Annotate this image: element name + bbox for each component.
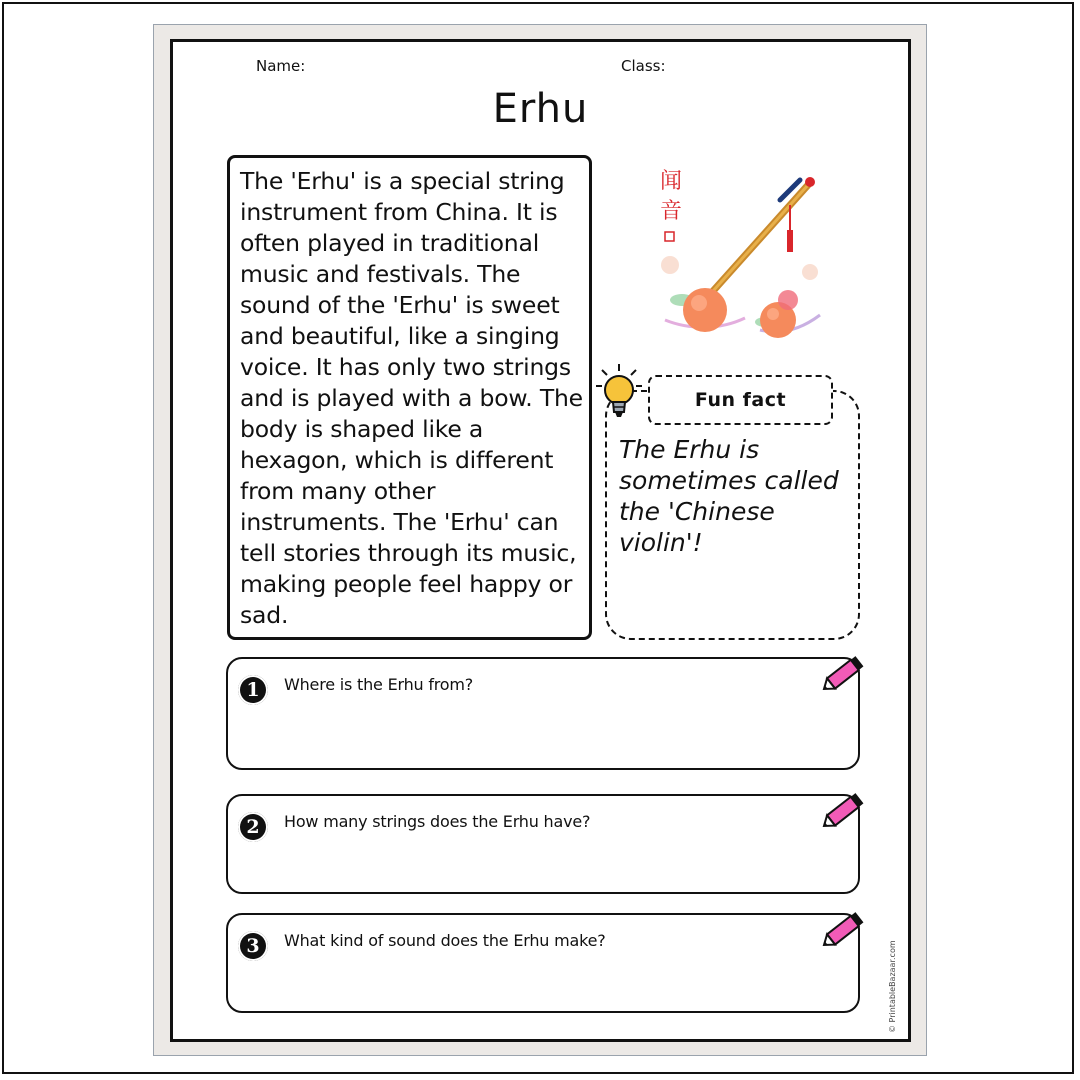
passage-line: The 'Erhu' is a special string: [240, 167, 565, 195]
erhu-illustration: [650, 160, 830, 350]
passage-line: music and festivals. The: [240, 260, 521, 288]
passage-line: sad.: [240, 601, 289, 629]
question-text: How many strings does the Erhu have?: [284, 812, 591, 831]
pencil-icon: [818, 651, 870, 697]
passage-line: body is shaped like a: [240, 415, 484, 443]
question-number-badge: 1: [238, 675, 268, 705]
passage-line: from many other: [240, 477, 436, 505]
page-title: Erhu: [492, 86, 589, 132]
reading-passage-text: [240, 166, 585, 631]
name-label: Name:: [256, 57, 306, 75]
fun-fact-text: [619, 434, 849, 558]
copyright-credit: © PrintableBazaar.com: [888, 940, 897, 1033]
pencil-icon: [818, 907, 870, 953]
question-number-badge: 3: [238, 931, 268, 961]
chinese-char-2: 音: [660, 199, 683, 224]
passage-line: tell stories through its music,: [240, 539, 577, 567]
passage-line: often played in traditional: [240, 229, 540, 257]
question-box-2[interactable]: [226, 794, 860, 894]
lightbulb-icon: [594, 362, 644, 424]
fun-fact-line: sometimes called: [619, 466, 839, 495]
pencil-icon: [818, 788, 870, 834]
passage-line: and beautiful, like a singing: [240, 322, 560, 350]
question-box-1[interactable]: [226, 657, 860, 770]
chinese-char-1: 闻: [660, 169, 683, 194]
passage-line: voice. It has only two strings: [240, 353, 571, 381]
passage-line: making people feel happy or: [240, 570, 573, 598]
question-text: What kind of sound does the Erhu make?: [284, 931, 606, 950]
passage-line: sound of the 'Erhu' is sweet: [240, 291, 560, 319]
seal-stamp-icon: [665, 232, 674, 241]
fun-fact-label: Fun fact: [648, 375, 833, 425]
passage-line: and is played with a bow. The: [240, 384, 583, 412]
question-box-3[interactable]: [226, 913, 860, 1013]
fun-fact-line: The Erhu is: [619, 435, 760, 464]
passage-line: instrument from China. It is: [240, 198, 558, 226]
passage-line: hexagon, which is different: [240, 446, 554, 474]
question-text: Where is the Erhu from?: [284, 675, 474, 694]
passage-line: instruments. The 'Erhu' can: [240, 508, 559, 536]
fun-fact-line: the 'Chinese violin'!: [619, 497, 775, 557]
class-label: Class:: [621, 57, 666, 75]
reading-passage-box: [227, 155, 592, 640]
question-number-badge: 2: [238, 812, 268, 842]
